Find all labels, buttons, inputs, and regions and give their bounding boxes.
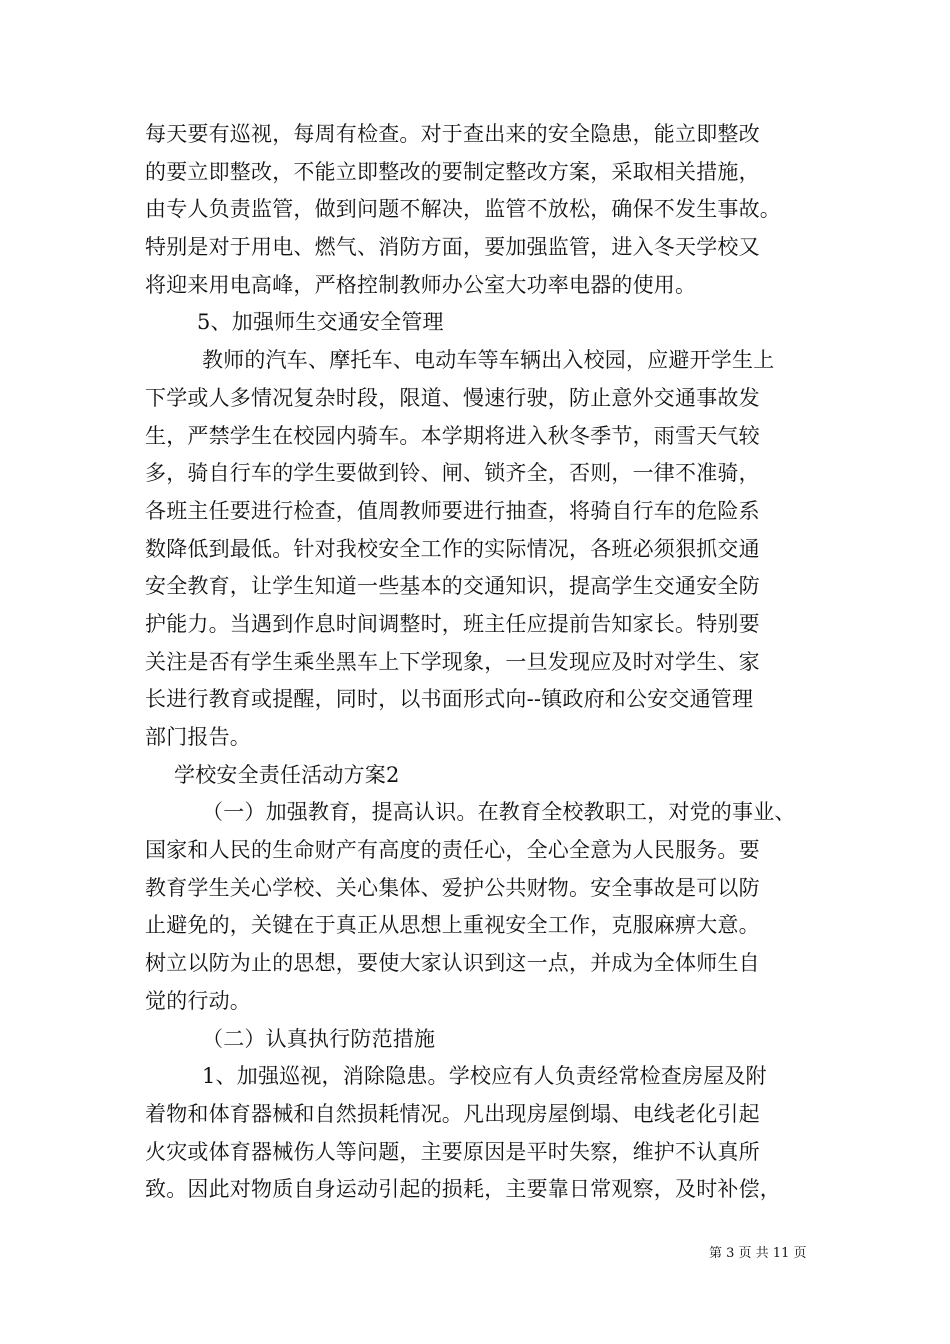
text-line: 生，严禁学生在校园内骑车。本学期将进入秋冬季节，雨雪天气较: [145, 423, 760, 448]
text-line: 的要立即整改，不能立即整改的要制定整改方案，采取相关措施，: [145, 159, 760, 184]
text-line: 每天要有巡视，每周有检查。对于查出来的安全隐患，能立即整改: [145, 122, 760, 146]
text-line: 各班主任要进行检查，值周教师要进行抽查，将骑自行车的危险系: [145, 498, 760, 523]
section-heading: （二）认真执行防范措施: [202, 1026, 436, 1051]
text-line: 致。因此对物质自身运动引起的损耗，主要靠日常观察，及时补偿，: [145, 1177, 781, 1202]
text-line: （一）加强教育，提高认识。在教育全校教职工，对党的事业、: [202, 800, 796, 825]
text-line: 数降低到最低。针对我校安全工作的实际情况，各班必须狠抓交通: [145, 536, 760, 561]
text-line: 多，骑自行车的学生要做到铃、闸、锁齐全，否则，一律不准骑，: [145, 461, 760, 486]
page-number: 第 3 页 共 11 页: [709, 1246, 807, 1261]
text-line: 树立以防为止的思想，要使大家认识到这一点，并成为全体师生自: [145, 951, 760, 976]
text-line: 着物和体育器械和自然损耗情况。凡出现房屋倒塌、电线老化引起: [145, 1101, 760, 1126]
text-line: 由专人负责监管，做到问题不解决，监管不放松，确保不发生事故。: [145, 197, 781, 222]
text-line: 特别是对于用电、燃气、消防方面，要加强监管，进入冬天学校又: [145, 235, 760, 260]
text-line: 下学或人多情况复杂时段，限道、慢速行驶，防止意外交通事故发: [145, 385, 760, 410]
text-line: 安全教育，让学生知道一些基本的交通知识，提高学生交通安全防: [145, 574, 760, 599]
text-line: 部门报告。: [145, 725, 251, 749]
text-line: 火灾或体育器械伤人等问题，主要原因是平时失察，维护不认真所: [145, 1139, 760, 1164]
text-line: 将迎来用电高峰，严格控制教师办公室大功率电器的使用。: [145, 272, 697, 297]
section-heading: 5、加强师生交通安全管理: [197, 310, 444, 335]
text-line: 教育学生关心学校、关心集体、爱护公共财物。安全事故是可以防: [145, 875, 760, 900]
text-line: 关注是否有学生乘坐黑车上下学现象，一旦发现应及时对学生、家: [145, 649, 760, 674]
text-line: 国家和人民的生命财产有高度的责任心，全心全意为人民服务。要: [145, 838, 760, 863]
text-line: 1、加强巡视，消除隐患。学校应有人负责经常检查房屋及附: [202, 1064, 767, 1089]
text-line: 止避免的，关键在于真正从思想上重视安全工作，克服麻痹大意。: [145, 913, 760, 938]
body-text: [145, 116, 835, 1209]
text-line: 护能力。当遇到作息时间调整时，班主任应提前告知家长。特别要: [145, 611, 760, 636]
text-line: 长进行教育或提醒，同时，以书面形式向--镇政府和公安交通管理: [145, 687, 754, 712]
text-line: 教师的汽车、摩托车、电动车等车辆出入校园，应避开学生上: [202, 348, 775, 373]
text-line: 觉的行动。: [145, 988, 251, 1013]
section-title: 学校安全责任活动方案2: [174, 762, 400, 787]
